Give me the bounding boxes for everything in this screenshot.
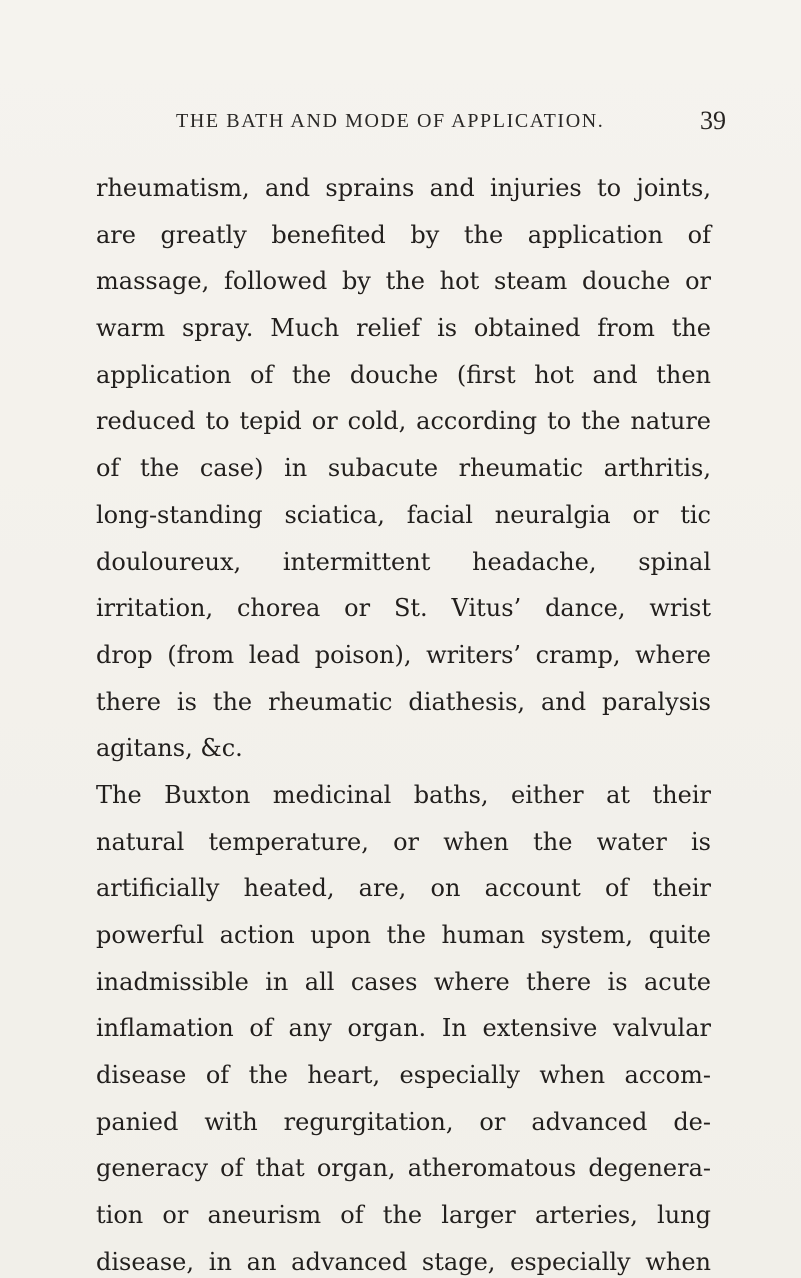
text-line: natural temperature, or when the water is (96, 827, 711, 856)
text-line: disease of the heart, especially when accom- (96, 1061, 711, 1090)
text-line: reduced to tepid or cold, according to the nature (96, 407, 711, 436)
text-line: panied with regurgitation, or advanced de- (96, 1107, 711, 1136)
page-header (0, 106, 801, 140)
text-line: of the case) in subacute rheumatic arthritis, (96, 454, 711, 483)
text-line: tion or aneurism of the larger arteries, lung (96, 1201, 711, 1230)
page-number: 39 (700, 106, 726, 135)
text-line: warm spray. Much relief is obtained from the (96, 314, 711, 343)
text-line: disease, in an advanced stage, especially when (96, 1247, 711, 1276)
text-line: inadmissible in all cases where there is acute (96, 967, 711, 996)
running-title: THE BATH AND MODE OF APPLICATION. (176, 110, 605, 132)
text-line: massage, followed by the hot steam douche or (96, 267, 711, 296)
text-line: douloureux, intermittent headache, spinal (96, 547, 711, 576)
text-line: artificially heated, are, on account of their (96, 874, 711, 903)
text-line: The Buxton medicinal baths, either at their (96, 780, 711, 809)
text-line: inflamation of any organ. In extensive valvular (96, 1014, 711, 1043)
text-line: are greatly benefited by the application of (96, 220, 711, 249)
text-line: there is the rheumatic diathesis, and paralysis (96, 687, 711, 716)
body-text (96, 165, 711, 1278)
text-line: powerful action upon the human system, quite (96, 921, 711, 949)
text-line: irritation, chorea or St. Vitus’ dance, wrist (96, 594, 711, 623)
text-line: long-standing sciatica, facial neuralgia or tic (96, 500, 711, 529)
text-line: agitans, &c. (96, 734, 243, 763)
text-line: rheumatism, and sprains and injuries to joints, (96, 174, 711, 202)
text-line: generacy of that organ, atheromatous degenera- (96, 1154, 711, 1183)
text-line: drop (from lead poison), writers’ cramp, where (96, 640, 711, 669)
text-line: application of the douche (first hot and then (96, 360, 711, 389)
